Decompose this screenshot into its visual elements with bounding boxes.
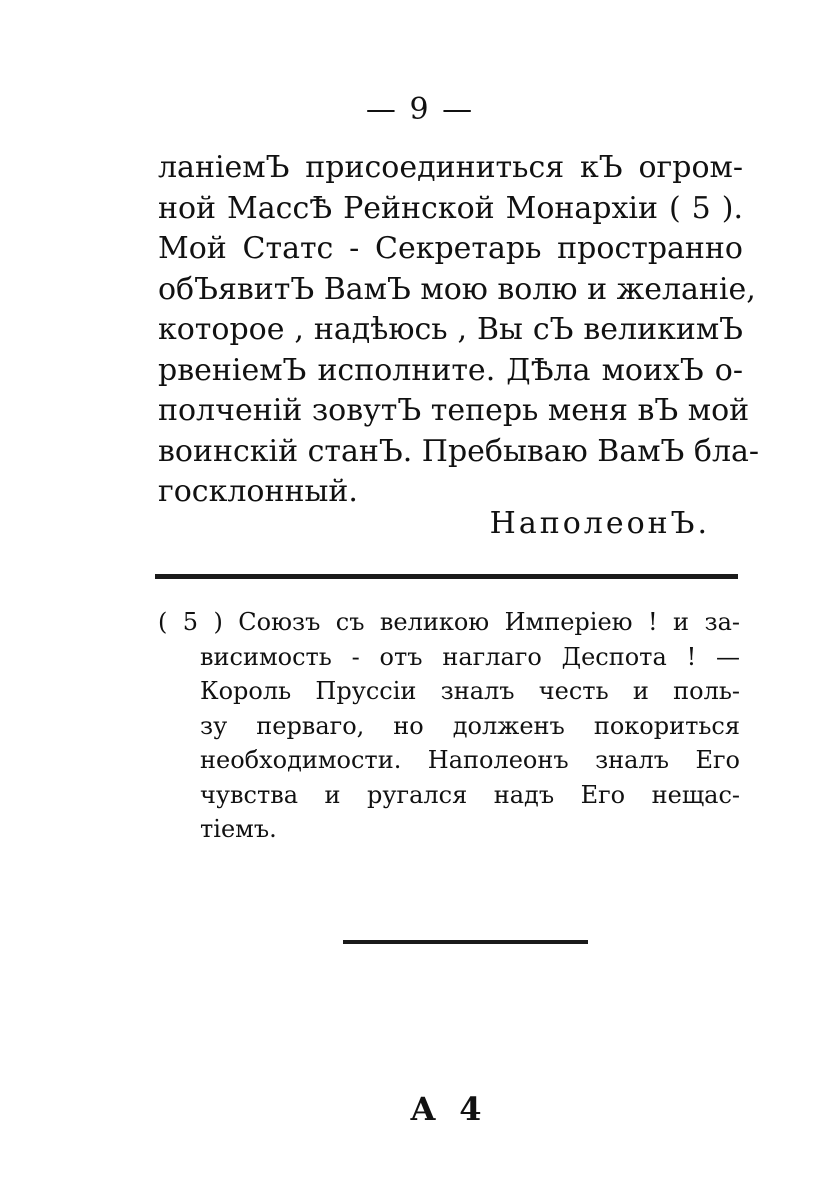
footnote-line: необходимости. Наполеонъ зналъ Его <box>200 746 740 774</box>
main-text-line: госклонный. <box>158 474 358 509</box>
main-text-line: ной МассѢ Рейнской Монархіи ( 5 ). <box>158 190 743 226</box>
footnote-line: висимость - отъ наглаго Деспота ! — <box>200 642 740 671</box>
footnote <box>158 605 740 847</box>
main-text <box>158 148 760 513</box>
footnote-line: тіемъ. <box>200 815 277 843</box>
main-text-line: которое , надѣюсь , Вы сЪ великимЪ <box>158 312 743 347</box>
footnote-line: чувства и ругался надъ Его нещас- <box>200 780 740 809</box>
footnote-line: ( 5 ) Союзъ съ великою Имперіею ! и за- <box>158 608 740 636</box>
footnote-line: Король Пруссіи зналъ честь и поль- <box>200 677 740 705</box>
end-divider <box>343 940 588 944</box>
footnote-line: зу перваго, но долженъ покориться <box>200 711 740 740</box>
main-text-line: воинскій станЪ. Пребываю ВамЪ бла- <box>158 433 760 469</box>
main-text-line: полченій зовутЪ теперь меня вЪ мой <box>158 393 750 428</box>
main-text-line: ланіемЪ присоединиться кЪ огром- <box>158 150 743 185</box>
page-number: — 9 — <box>365 92 475 127</box>
main-text-line: Мой Статс - Секретарь пространно <box>158 231 743 266</box>
main-text-line: обЪявитЪ ВамЪ мою волю и желаніе, <box>158 271 756 307</box>
main-text-line: рвеніемЪ исполните. ДѢла моихЪ о- <box>158 352 743 388</box>
footnote-divider <box>155 574 738 579</box>
printer-signature-mark: А 4 <box>410 1090 488 1128</box>
signature: НаполеонЪ. <box>489 506 710 541</box>
